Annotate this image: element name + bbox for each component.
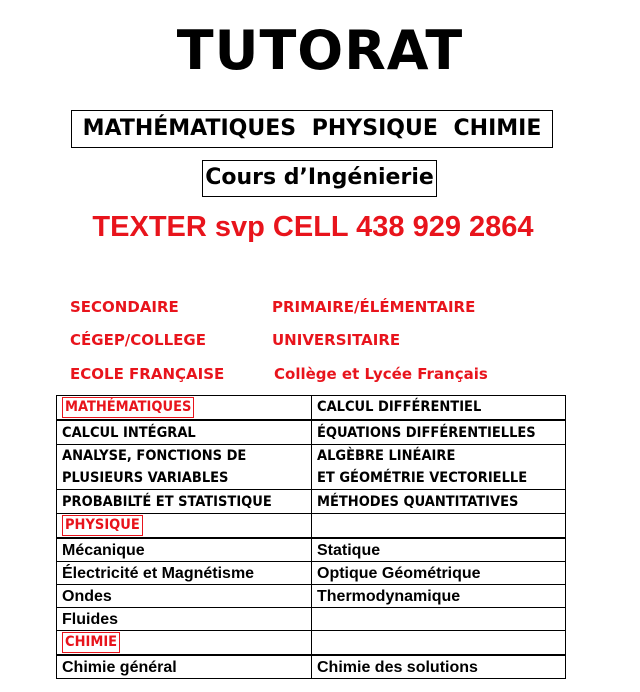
section-cell: [57, 514, 312, 539]
table-row: [57, 490, 566, 514]
subjects-banner: MATHÉMATIQUES PHYSIQUE CHIMIE: [71, 110, 553, 148]
table-cell: Chimie général: [57, 655, 312, 679]
table-cell: Fluides: [57, 608, 312, 631]
table-row: [57, 538, 566, 562]
section-cell: [57, 396, 312, 421]
page-title: TUTORAT: [176, 19, 464, 82]
table-row: [57, 514, 566, 539]
table-cell: Chimie des solutions: [312, 655, 566, 679]
cell-line: PLUSIEURS VARIABLES: [62, 470, 229, 486]
table-row: [57, 631, 566, 656]
table-row: [57, 562, 566, 585]
level-cegep: CÉGEP/COLLEGE: [70, 331, 206, 349]
table-row: [57, 655, 566, 679]
level-college-lycee: Collège et Lycée Français: [274, 365, 488, 383]
table-cell: Thermodynamique: [312, 585, 566, 608]
section-cell: [57, 631, 312, 656]
table-cell: [312, 631, 566, 656]
section-label-math: MATHÉMATIQUES: [62, 397, 194, 418]
table-cell: Optique Géométrique: [312, 562, 566, 585]
table-cell: CALCUL DIFFÉRENTIEL: [312, 396, 566, 421]
engineering-banner: Cours d’Ingénierie: [202, 160, 437, 197]
section-label-chemistry: CHIMIE: [62, 632, 120, 653]
table-row: [57, 445, 566, 490]
section-label-physics: PHYSIQUE: [62, 515, 143, 536]
contact-line: TEXTER svp CELL 438 929 2864: [92, 211, 534, 243]
table-cell: [312, 514, 566, 539]
table-cell: PROBABILTÉ ET STATISTIQUE: [57, 490, 312, 514]
table-cell: Électricité et Magnétisme: [57, 562, 312, 585]
courses-table: [56, 395, 566, 679]
table-cell: Ondes: [57, 585, 312, 608]
table-cell: [312, 608, 566, 631]
table-row: [57, 396, 566, 421]
table-cell: [57, 445, 312, 490]
table-row: [57, 585, 566, 608]
level-ecole-francaise: ECOLE FRANÇAISE: [70, 365, 225, 383]
cell-line: ALGÈBRE LINÉAIRE: [317, 448, 456, 464]
table-cell: Statique: [312, 538, 566, 562]
table-cell: CALCUL INTÉGRAL: [57, 420, 312, 445]
table-cell: [312, 445, 566, 490]
cell-line: ET GÉOMÉTRIE VECTORIELLE: [317, 470, 528, 486]
level-secondaire: SECONDAIRE: [70, 298, 179, 316]
table-row: [57, 608, 566, 631]
level-primaire: PRIMAIRE/ÉLÉMENTAIRE: [272, 298, 476, 316]
table-cell: Mécanique: [57, 538, 312, 562]
table-row: [57, 420, 566, 445]
table-cell: MÉTHODES QUANTITATIVES: [312, 490, 566, 514]
table-cell: ÉQUATIONS DIFFÉRENTIELLES: [312, 420, 566, 445]
cell-line: ANALYSE, FONCTIONS DE: [62, 448, 247, 464]
level-universitaire: UNIVERSITAIRE: [272, 331, 401, 349]
